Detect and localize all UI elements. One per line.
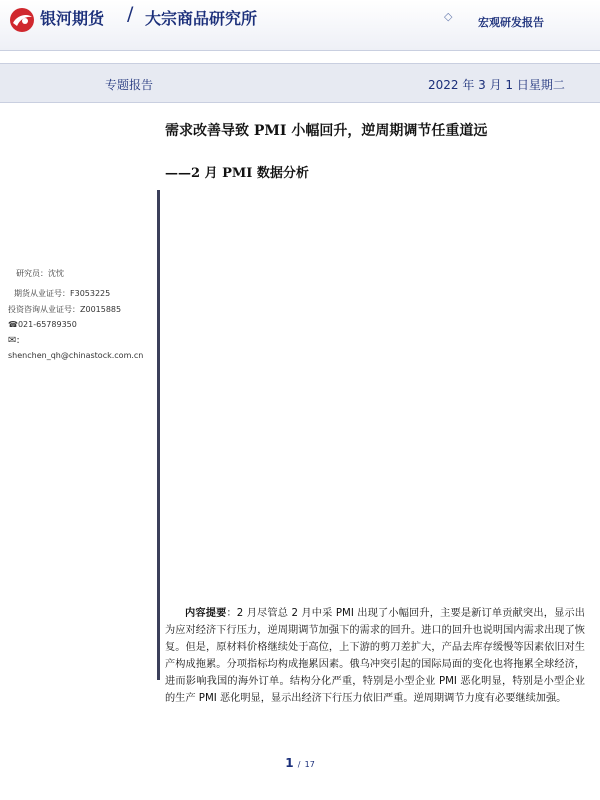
page-separator: /: [297, 760, 301, 769]
futures-certificate: 期货从业证号：F3053225: [14, 289, 111, 298]
report-type: 宏观研发报告: [478, 16, 544, 29]
phone-row: [8, 320, 77, 329]
invest-certificate: 投资咨询从业证号：Z0015885: [8, 305, 122, 314]
vertical-divider: [157, 190, 160, 680]
institute-name: 大宗商品研究所: [145, 9, 258, 28]
mail-icon: ✉:: [8, 335, 20, 346]
page-number: [0, 756, 600, 770]
phone-number: 021-65789350: [17, 320, 77, 329]
page-subtitle: ——2 月 PMI 数据分析: [165, 166, 309, 181]
page-current: 1: [285, 756, 294, 770]
page-total: 17: [304, 760, 315, 769]
galaxy-logo-icon: [8, 6, 36, 34]
brand-name: 银河期货: [40, 9, 105, 28]
email-address[interactable]: shenchen_qh@chinastock.com.cn: [8, 351, 144, 360]
summary-text: ：2 月尽管总 2 月中采 PMI 出现了小幅回升，主要是新订单贡献突出，显示出为应对经济下行压力，逆周期调节加强下的需求的回升。进口的回升也说明国内需求出现了恢复。但是，原材料价格继续处于高位，上下游的剪刀差扩大，产品去库存缓慢等因素依旧对生产构成拖累。分项指标均构成拖累因素。俄乌冲突引起的国际局面的变化也将拖累全球经济，进而影响我国的海外订单。结构分化严重，特别是小型企业 PMI 恶化明显，特别是小型企业的生产 PMI 恶化明显，显示出经济下行压力依旧严重。逆周期调节力度有必要继续加强。: [165, 608, 585, 704]
diamond-icon: ◇: [444, 10, 453, 23]
researcher-name: 研究员：沈忱: [16, 269, 64, 278]
summary-paragraph: [165, 605, 585, 707]
brand-separator: /: [127, 3, 134, 25]
section-label: 专题报告: [105, 78, 154, 92]
summary-lead: 内容提要: [185, 608, 227, 619]
page-title: 需求改善导致 PMI 小幅回升，逆周期调节任重道远: [165, 123, 488, 139]
report-date: 2022 年 3 月 1 日星期二: [428, 78, 565, 92]
phone-icon: ☎: [8, 320, 18, 329]
